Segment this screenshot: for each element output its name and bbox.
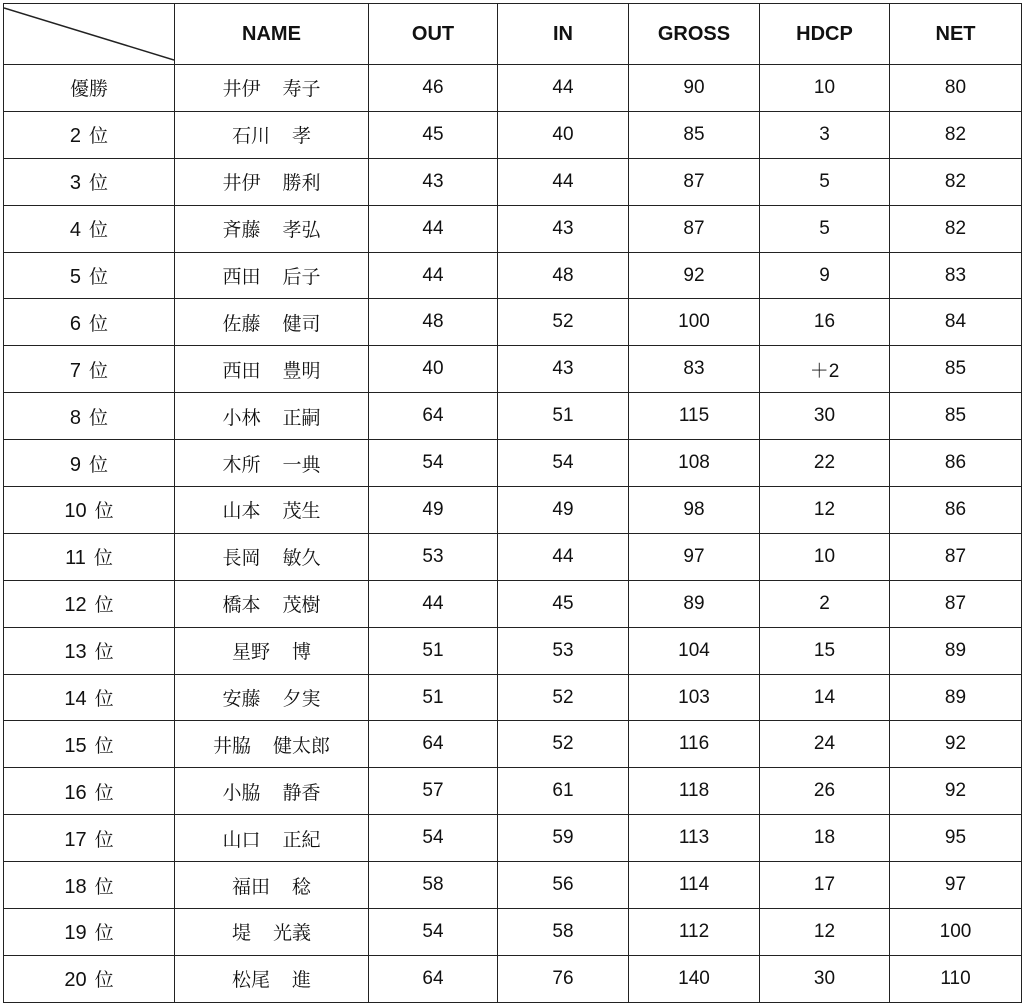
rank-suffix: 位 (94, 922, 114, 945)
rank-number: 13 (64, 641, 87, 664)
player-name-cell (175, 393, 369, 440)
gross-score-cell: 85 (629, 111, 760, 158)
rank-suffix: 位 (89, 219, 109, 242)
gross-score-cell: 116 (629, 721, 760, 768)
family-name: 佐藤 (222, 312, 261, 335)
in-score-cell: 52 (498, 721, 629, 768)
family-name: 福田 (231, 875, 270, 898)
table-row (4, 487, 1022, 534)
in-score-cell: 54 (498, 440, 629, 487)
table-row (4, 158, 1022, 205)
rank-cell (4, 393, 175, 440)
rank-suffix: 位 (89, 172, 109, 195)
net-score-cell: 110 (890, 955, 1022, 1002)
gross-score-cell: 118 (629, 768, 760, 815)
out-score-cell: 54 (369, 440, 498, 487)
rank-number: 10 (64, 500, 87, 523)
net-score-cell: 86 (890, 440, 1022, 487)
in-score-cell: 52 (498, 674, 629, 721)
given-name: 豊明 (282, 359, 321, 382)
out-score-cell: 49 (369, 487, 498, 534)
out-score-cell: 64 (369, 393, 498, 440)
rank-cell (4, 955, 175, 1002)
gross-score-cell: 114 (629, 862, 760, 909)
given-name: 博 (292, 641, 312, 664)
rank-cell (4, 299, 175, 346)
net-score-cell: 97 (890, 862, 1022, 909)
player-name-cell (175, 862, 369, 909)
player-name-cell (175, 674, 369, 721)
given-name: 茂樹 (282, 594, 321, 617)
table-row (4, 909, 1022, 956)
gross-score-cell: 103 (629, 674, 760, 721)
hdcp-cell: 30 (760, 393, 890, 440)
table-row (4, 205, 1022, 252)
rank-number: 16 (64, 781, 87, 804)
rank-cell (4, 487, 175, 534)
in-score-cell: 40 (498, 111, 629, 158)
table-row (4, 440, 1022, 487)
rank-suffix: 位 (89, 266, 109, 288)
player-name-cell (175, 346, 369, 393)
family-name: 斉藤 (222, 219, 261, 242)
gross-score-cell: 97 (629, 533, 760, 580)
out-score-cell: 44 (369, 205, 498, 252)
hdcp-cell: 2 (760, 580, 890, 627)
table-row (4, 299, 1022, 346)
table-row (4, 862, 1022, 909)
gross-score-cell: 108 (629, 440, 760, 487)
net-score-cell: 87 (890, 533, 1022, 580)
in-score-cell: 44 (498, 65, 629, 112)
rank-suffix: 位 (94, 828, 114, 851)
in-score-cell: 56 (498, 862, 629, 909)
hdcp-cell: 15 (760, 627, 890, 674)
gross-score-cell: 104 (629, 627, 760, 674)
out-score-cell: 53 (369, 533, 498, 580)
hdcp-cell: ＋2 (760, 346, 890, 393)
hdcp-cell: 26 (760, 768, 890, 815)
family-name: 小林 (222, 406, 261, 429)
in-score-cell: 43 (498, 205, 629, 252)
rank-cell (4, 627, 175, 674)
rank-suffix: 位 (89, 359, 109, 382)
gross-score-cell: 83 (629, 346, 760, 393)
out-score-cell: 43 (369, 158, 498, 205)
hdcp-cell: 10 (760, 533, 890, 580)
rank-suffix: 位 (94, 500, 114, 523)
hdcp-cell: 9 (760, 252, 890, 299)
player-name-cell (175, 580, 369, 627)
in-score-cell: 58 (498, 909, 629, 956)
rank-suffix: 位 (94, 594, 114, 617)
gross-score-cell: 115 (629, 393, 760, 440)
out-score-cell: 58 (369, 862, 498, 909)
out-score-cell: 51 (369, 674, 498, 721)
player-name-cell (175, 205, 369, 252)
net-score-cell: 82 (890, 205, 1022, 252)
in-score-cell: 44 (498, 158, 629, 205)
table-row (4, 393, 1022, 440)
gross-score-cell: 87 (629, 205, 760, 252)
rank-number: 2 (69, 125, 82, 148)
rank-cell (4, 674, 175, 721)
rank-number: 3 (69, 172, 82, 195)
given-name: 茂生 (282, 500, 321, 523)
rank-number: 5 (69, 266, 82, 288)
net-score-cell: 82 (890, 158, 1022, 205)
rank-number: 15 (64, 734, 87, 757)
family-name: 西田 (222, 359, 261, 382)
net-score-cell: 84 (890, 299, 1022, 346)
family-name: 松尾 (231, 969, 270, 992)
table-row (4, 721, 1022, 768)
header-row (4, 4, 1022, 65)
net-score-cell: 92 (890, 768, 1022, 815)
net-score-cell: 82 (890, 111, 1022, 158)
rank-number: 9 (69, 453, 82, 476)
given-name: 敏久 (282, 547, 321, 570)
rank-cell (4, 909, 175, 956)
net-score-cell: 85 (890, 393, 1022, 440)
out-score-cell: 51 (369, 627, 498, 674)
header-hdcp: HDCP (760, 4, 890, 65)
table-row (4, 346, 1022, 393)
table-row (4, 580, 1022, 627)
in-score-cell: 44 (498, 533, 629, 580)
rank-suffix: 位 (93, 547, 113, 570)
table-row (4, 111, 1022, 158)
in-score-cell: 76 (498, 955, 629, 1002)
net-score-cell: 83 (890, 252, 1022, 299)
in-score-cell: 53 (498, 627, 629, 674)
in-score-cell: 61 (498, 768, 629, 815)
given-name: 后子 (282, 266, 321, 288)
out-score-cell: 44 (369, 252, 498, 299)
player-name-cell (175, 955, 369, 1002)
table-row (4, 65, 1022, 112)
rank-suffix: 位 (94, 734, 114, 757)
player-name-cell (175, 533, 369, 580)
hdcp-cell: 3 (760, 111, 890, 158)
rank-suffix: 位 (94, 781, 114, 804)
in-score-cell: 59 (498, 815, 629, 862)
player-name-cell (175, 487, 369, 534)
header-gross: GROSS (629, 4, 760, 65)
net-score-cell: 89 (890, 674, 1022, 721)
table-row (4, 674, 1022, 721)
hdcp-cell: 30 (760, 955, 890, 1002)
hdcp-cell: 12 (760, 487, 890, 534)
in-score-cell: 43 (498, 346, 629, 393)
gross-score-cell: 113 (629, 815, 760, 862)
player-name-cell (175, 721, 369, 768)
rank-cell (4, 252, 175, 299)
hdcp-cell: 17 (760, 862, 890, 909)
gross-score-cell: 90 (629, 65, 760, 112)
rank-cell (4, 346, 175, 393)
rank-cell (4, 205, 175, 252)
rank-number: 19 (64, 922, 87, 945)
rank-suffix: 位 (89, 453, 109, 476)
gross-score-cell: 89 (629, 580, 760, 627)
table-row (4, 815, 1022, 862)
diagonal-line (4, 4, 174, 64)
player-name-cell (175, 627, 369, 674)
family-name: 西田 (222, 266, 261, 288)
rank-number: 12 (64, 594, 87, 617)
rank-number: 17 (64, 828, 87, 851)
hdcp-cell: 12 (760, 909, 890, 956)
family-name: 安藤 (222, 688, 261, 711)
hdcp-cell: 10 (760, 65, 890, 112)
net-score-cell: 95 (890, 815, 1022, 862)
given-name: 正紀 (282, 828, 321, 851)
given-name: 寿子 (282, 78, 321, 101)
header-net: NET (890, 4, 1022, 65)
player-name-cell (175, 768, 369, 815)
rank-number: 4 (69, 219, 82, 242)
net-score-cell: 85 (890, 346, 1022, 393)
out-score-cell: 48 (369, 299, 498, 346)
rank-suffix: 位 (89, 406, 109, 429)
family-name: 星野 (231, 641, 270, 664)
net-score-cell: 89 (890, 627, 1022, 674)
rank-cell (4, 158, 175, 205)
rank-cell (4, 65, 175, 112)
out-score-cell: 44 (369, 580, 498, 627)
rank-cell (4, 721, 175, 768)
hdcp-cell: 16 (760, 299, 890, 346)
out-score-cell: 54 (369, 815, 498, 862)
player-name-cell (175, 65, 369, 112)
rank-number: 8 (69, 406, 82, 429)
rank-cell (4, 440, 175, 487)
gross-score-cell: 92 (629, 252, 760, 299)
in-score-cell: 52 (498, 299, 629, 346)
in-score-cell: 51 (498, 393, 629, 440)
hdcp-cell: 5 (760, 158, 890, 205)
out-score-cell: 45 (369, 111, 498, 158)
net-score-cell: 80 (890, 65, 1022, 112)
table-row (4, 627, 1022, 674)
header-out: OUT (369, 4, 498, 65)
family-name: 堤 (231, 922, 251, 945)
out-score-cell: 64 (369, 721, 498, 768)
out-score-cell: 57 (369, 768, 498, 815)
rank-cell (4, 533, 175, 580)
rank-cell (4, 580, 175, 627)
family-name: 山本 (222, 500, 261, 523)
rank-suffix: 位 (89, 125, 109, 148)
table-row (4, 768, 1022, 815)
given-name: 孝 (292, 125, 312, 148)
rank-number: 7 (69, 359, 82, 382)
family-name: 小脇 (222, 781, 261, 804)
player-name-cell (175, 909, 369, 956)
given-name: 健太郎 (273, 734, 331, 757)
family-name: 石川 (231, 125, 270, 148)
rank-suffix: 位 (94, 641, 114, 664)
results-table (3, 3, 1022, 1003)
rank-suffix: 位 (89, 312, 109, 335)
in-score-cell: 48 (498, 252, 629, 299)
family-name: 橋本 (222, 594, 261, 617)
rank-cell (4, 862, 175, 909)
table-row (4, 533, 1022, 580)
results-body (4, 65, 1022, 1003)
hdcp-cell: 24 (760, 721, 890, 768)
out-score-cell: 64 (369, 955, 498, 1002)
gross-score-cell: 100 (629, 299, 760, 346)
given-name: 夕実 (282, 688, 321, 711)
given-name: 健司 (282, 312, 321, 335)
rank-suffix: 位 (94, 875, 114, 898)
rank-number: 11 (65, 547, 86, 570)
rank-number: 20 (64, 969, 87, 992)
player-name-cell (175, 252, 369, 299)
rank-suffix: 位 (94, 969, 114, 992)
given-name: 稔 (292, 875, 312, 898)
family-name: 井伊 (222, 78, 261, 101)
hdcp-cell: 18 (760, 815, 890, 862)
family-name: 長岡 (222, 547, 261, 570)
out-score-cell: 54 (369, 909, 498, 956)
table-row (4, 955, 1022, 1002)
rank-number: 14 (64, 688, 87, 711)
rank-number: 6 (69, 312, 82, 335)
rank-cell (4, 815, 175, 862)
out-score-cell: 40 (369, 346, 498, 393)
out-score-cell: 46 (369, 65, 498, 112)
given-name: 光義 (273, 922, 312, 945)
family-name: 山口 (222, 828, 261, 851)
player-name-cell (175, 111, 369, 158)
rank-cell (4, 111, 175, 158)
given-name: 勝利 (282, 172, 321, 195)
given-name: 孝弘 (282, 219, 321, 242)
net-score-cell: 100 (890, 909, 1022, 956)
hdcp-cell: 22 (760, 440, 890, 487)
hdcp-cell: 5 (760, 205, 890, 252)
gross-score-cell: 98 (629, 487, 760, 534)
header-name: NAME (175, 4, 369, 65)
net-score-cell: 87 (890, 580, 1022, 627)
table-row (4, 252, 1022, 299)
net-score-cell: 92 (890, 721, 1022, 768)
given-name: 正嗣 (282, 406, 321, 429)
net-score-cell: 86 (890, 487, 1022, 534)
player-name-cell (175, 815, 369, 862)
player-name-cell (175, 440, 369, 487)
rank-number: 18 (64, 875, 87, 898)
in-score-cell: 49 (498, 487, 629, 534)
in-score-cell: 45 (498, 580, 629, 627)
family-name: 木所 (222, 453, 261, 476)
rank-cell (4, 768, 175, 815)
player-name-cell (175, 158, 369, 205)
header-in: IN (498, 4, 629, 65)
rank-suffix: 優勝 (69, 78, 108, 101)
given-name: 静香 (282, 781, 321, 804)
rank-suffix: 位 (94, 688, 114, 711)
family-name: 井脇 (212, 734, 251, 757)
hdcp-cell: 14 (760, 674, 890, 721)
gross-score-cell: 87 (629, 158, 760, 205)
given-name: 一典 (282, 453, 321, 476)
gross-score-cell: 112 (629, 909, 760, 956)
player-name-cell (175, 299, 369, 346)
gross-score-cell: 140 (629, 955, 760, 1002)
family-name: 井伊 (222, 172, 261, 195)
corner-cell (4, 4, 175, 65)
given-name: 進 (292, 969, 312, 992)
